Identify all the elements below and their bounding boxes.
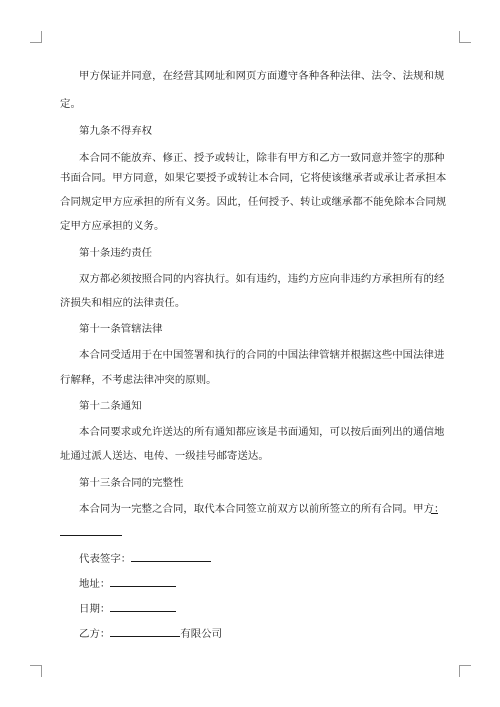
paragraph-line: 行解释，不考虑法律冲突的原则。 — [60, 374, 217, 386]
address-label: 地址： — [79, 578, 111, 590]
paragraph-line: 定。 — [60, 98, 81, 110]
party-b-name-field[interactable] — [110, 626, 180, 637]
crop-mark-bottom-right — [459, 665, 471, 677]
party-b-suffix: 有限公司 — [180, 628, 223, 640]
representative-label: 代表签字： — [79, 553, 132, 565]
paragraph-line: 甲方保证并同意，在经营其网址和网页方面遵守各种各种法律、法令、法规和规 — [79, 70, 445, 82]
paragraph-line: 济损失和相应的法律责任。 — [60, 297, 186, 309]
article-heading: 第九条不得弃权 — [79, 125, 153, 137]
paragraph-line: 址通过派人送达、电传、一级挂号邮寄送达。 — [60, 450, 269, 462]
party-a-blank-start — [431, 513, 438, 514]
date-line — [79, 601, 176, 616]
address-field[interactable] — [110, 576, 176, 587]
article-heading: 第十一条管辖法律 — [79, 323, 163, 335]
crop-mark-top-left — [30, 31, 42, 43]
date-label: 日期： — [79, 603, 111, 615]
date-field[interactable] — [110, 601, 176, 612]
party-b-label: 乙方： — [79, 628, 111, 640]
paragraph-line: 合同规定甲方应承担的所有义务。因此，任何授予、转让或继承都不能免除本合同规 — [60, 196, 447, 208]
paragraph-line: 本合同要求或允许送达的所有通知都应该是书面通知，可以按后面列出的通信地 — [79, 426, 445, 438]
paragraph-line: 双方都必须按照合同的内容执行。如有违约，违约方应向非违约方承担所有的经 — [79, 273, 445, 285]
party-b-line — [79, 626, 222, 641]
paragraph-line: 本合同为一完整之合同，取代本合同签立前双方以前所签立的所有合同。甲方： — [79, 503, 445, 515]
crop-mark-bottom-left — [30, 665, 42, 677]
article-heading: 第十条违约责任 — [79, 247, 153, 259]
article-heading: 第十二条通知 — [79, 400, 142, 412]
party-a-blank — [60, 535, 122, 536]
representative-signature-line — [79, 551, 211, 566]
crop-mark-top-right — [459, 31, 471, 43]
representative-signature-field[interactable] — [131, 551, 211, 562]
paragraph-line: 书面合同。甲方同意，如果它要授予或转让本合同，它将使该继承者或承让者承担本 — [60, 172, 447, 184]
paragraph-line: 本合同受适用于在中国签署和执行的合同的中国法律管辖并根据这些中国法律进 — [79, 349, 445, 361]
paragraph-line: 定甲方应承担的义务。 — [60, 220, 165, 232]
address-line — [79, 576, 176, 591]
article-heading: 第十三条合同的完整性 — [79, 477, 184, 489]
paragraph-line: 本合同不能放弃、修正、授予或转让，除非有甲方和乙方一致同意并签字的那种 — [79, 152, 445, 164]
